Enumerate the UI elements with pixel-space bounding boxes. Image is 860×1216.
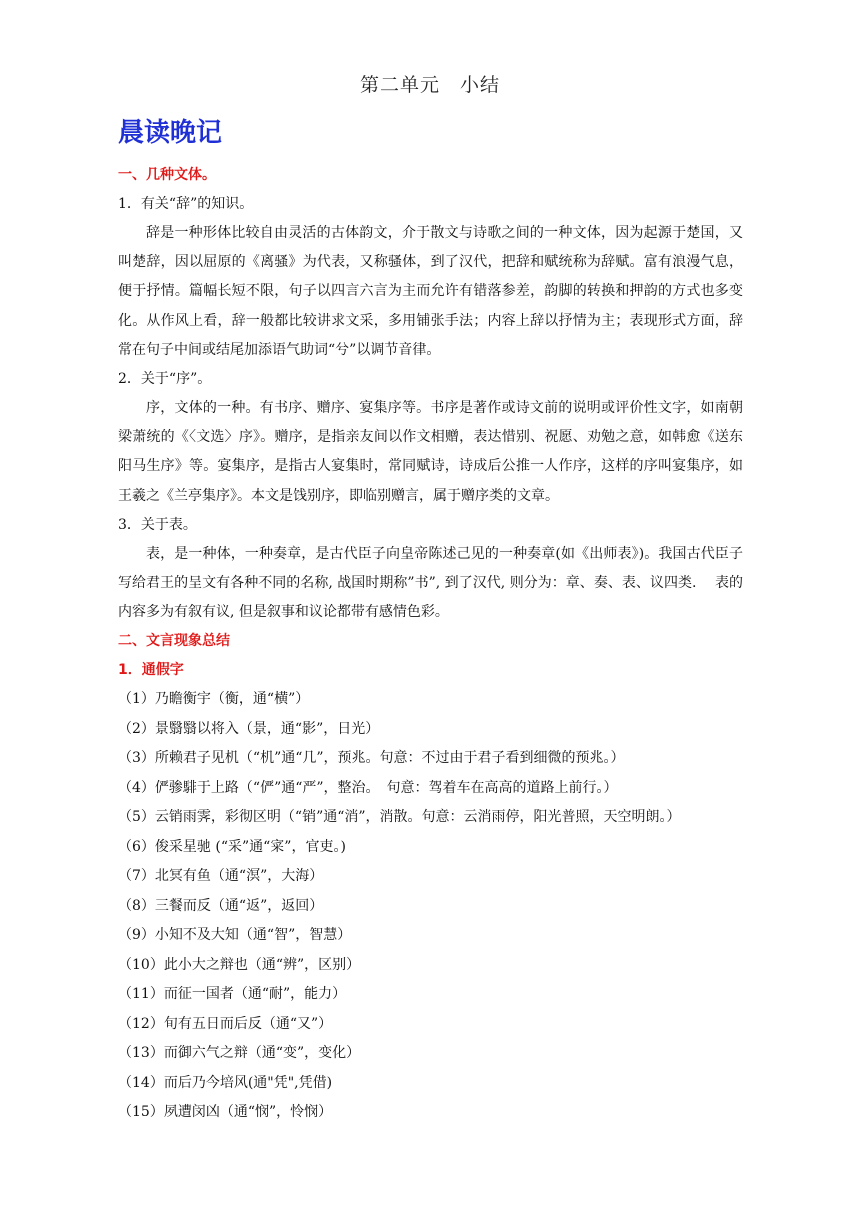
list-item: （15）夙遭闵凶（通“悯”，怜悯） xyxy=(118,1104,333,1121)
list-item: （6）俊采星驰 (“采”通“寀”，官吏。) xyxy=(118,838,346,855)
list-item: （10）此小大之辩也（通“辨”，区别） xyxy=(118,956,361,973)
list-item: （11）而征一国者（通“耐”，能力） xyxy=(118,986,347,1003)
list-item: （3）所赖君子见机（“机”通“几”，预兆。句意：不过由于君子看到细微的预兆。） xyxy=(118,750,625,767)
list-item: （12）旬有五日而后反（通“又”） xyxy=(118,1015,333,1032)
list-item: （13）而御六气之辩（通“变”，变化） xyxy=(118,1045,361,1062)
section-heading-classical: 二、文言现象总结 xyxy=(118,633,230,650)
list-item: （14）而后乃今培风(通"凭",凭借) xyxy=(118,1074,333,1091)
list-item: （8）三餐而反（通“返”，返回） xyxy=(118,897,324,914)
paragraph-xu: 序，文体的一种。有书序、赠序、宴集序等。书序是著作或诗文前的说明或评价性文字，如南朝梁萧统的《〈文选〉序》。赠序，是指亲友间以作文相赠，表达惜别、祝愿、劝勉之意，如韩愈《送东阳马生序》等。宴集序，是指古人宴集时，常同赋诗，诗成后公推一人作序，这样的序叫宴集序，如王羲之《兰亭集序》。本文是饯别序，即临别赠言，属于赠序类的文章。 xyxy=(118,400,743,504)
subheading-biao: 3．关于表。 xyxy=(118,516,197,533)
subheading-xu: 2．关于“序”。 xyxy=(118,371,212,388)
tongjiazi-list xyxy=(118,685,743,1128)
paragraph-ci: 辞是一种形体比较自由灵活的古体韵文，介于散文与诗歌之间的一种文体，因为起源于楚国，又叫楚辞，因以屈原的《离骚》为代表，又称骚体，到了汉代，把辞和赋统称为辞赋。富有浪漫气息，便于抒情。篇幅长短不限，句子以四言六言为主而允许有错落参差，韵脚的转换和押韵的方式也多变化。从作风上看，辞一般都比较讲求文采，多用铺张手法；内容上辞以抒情为主；表现形式方面，辞常在句子中间或结尾加添语气助词“兮”以调节音律。 xyxy=(118,225,743,358)
list-item: （2）景翳翳以将入（景，通“影”，日光） xyxy=(118,720,380,737)
paragraph-biao: 表，是一种体，一种奏章，是古代臣子向皇帝陈述己见的一种奏章(如《出师表》)。我国古代臣子写给君王的呈文有各种不同的名称, 战国时期称”书”, 到了汉代, 则分为：章、奏、表、议四类. 表的内容多为有叙有议, 但是叙事和议论都带有感情色彩。 xyxy=(118,545,743,621)
list-item: （1）乃瞻衡宇（衡，通“横”） xyxy=(118,691,310,708)
section-heading-genres: 一、几种文体。 xyxy=(118,167,216,183)
subheading-tongjiazi: 1．通假字 xyxy=(118,662,184,679)
list-item: （7）北冥有鱼（通“溟”，大海） xyxy=(118,868,324,885)
list-item: （5）云销雨霁，彩彻区明（“销”通“消”，消散。句意：云消雨停，阳光普照，天空明朗。） xyxy=(118,809,681,826)
body-text xyxy=(118,161,743,1128)
main-title: 晨读晚记 xyxy=(118,118,223,148)
list-item: （4）俨骖騑于上路（“俨”通“严”，整治。 句意：驾着车在高高的道路上前行。） xyxy=(118,779,618,796)
unit-title: 第二单元 小结 xyxy=(359,74,500,96)
list-item: （9）小知不及大知（通“智”，智慧） xyxy=(118,927,352,944)
subheading-ci: 1．有关“辞”的知识。 xyxy=(118,196,254,212)
